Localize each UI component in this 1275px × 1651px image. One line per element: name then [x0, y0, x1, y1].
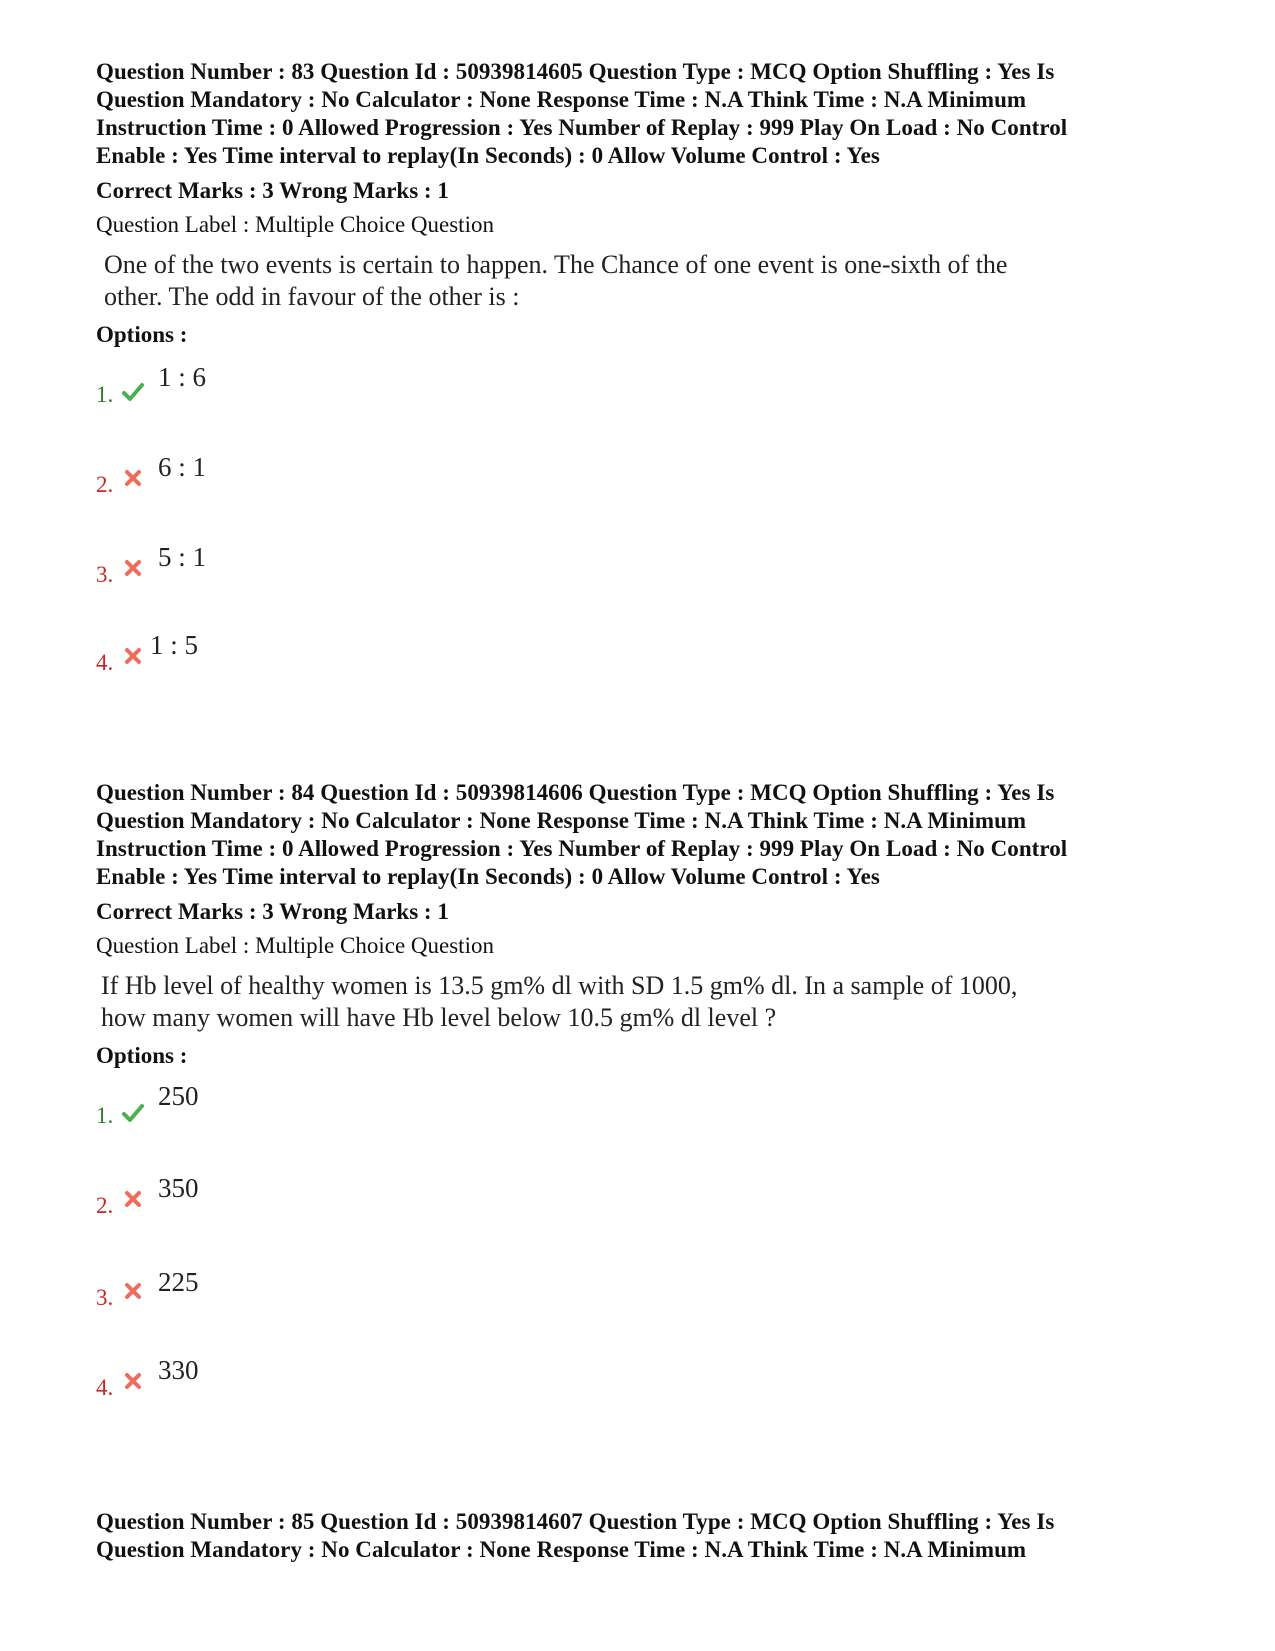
- question-label: Question Label : Multiple Choice Question: [96, 212, 494, 237]
- meta-line: Question Mandatory : No Calculator : None Response Time : N.A Think Time : N.A Minimum: [96, 808, 1027, 833]
- question-text-line: One of the two events is certain to happen. The Chance of one event is one-sixth of the: [104, 250, 1008, 279]
- meta-line: Question Number : 85 Question Id : 50939814607 Question Type : MCQ Option Shuffling : Yes Is: [96, 1509, 1055, 1534]
- meta-line: Instruction Time : 0 Allowed Progression : Yes Number of Replay : 999 Play On Load : No Control: [96, 115, 1068, 140]
- option-item: [96, 353, 1186, 447]
- meta-line: Question Mandatory : No Calculator : None Response Time : N.A Think Time : N.A Minimum: [96, 1537, 1027, 1562]
- cross-icon: [124, 469, 142, 487]
- question-meta: [96, 1508, 1186, 1564]
- option-number: 4.: [96, 1375, 114, 1400]
- option-item: [96, 1168, 1186, 1262]
- question-marks: Correct Marks : 3 Wrong Marks : 1: [96, 899, 449, 924]
- question-block-84: [96, 779, 1186, 1450]
- question-meta: [96, 779, 1186, 891]
- question-block-83: [96, 58, 1186, 729]
- option-number: 2.: [96, 472, 114, 497]
- options-list: [96, 353, 1186, 729]
- option-value: 1 : 5: [150, 630, 199, 660]
- option-number: 4.: [96, 650, 114, 675]
- option-item: [96, 1356, 1186, 1450]
- check-icon: [122, 1102, 144, 1124]
- option-number: 2.: [96, 1193, 114, 1218]
- option-value: 250: [158, 1081, 199, 1111]
- option-value: 225: [158, 1267, 199, 1297]
- option-item: [96, 630, 1186, 729]
- option-item: [96, 1074, 1186, 1168]
- meta-line: Instruction Time : 0 Allowed Progression : Yes Number of Replay : 999 Play On Load : No Control: [96, 836, 1068, 861]
- option-item: [96, 447, 1186, 541]
- question-meta: [96, 58, 1186, 170]
- meta-line: Question Number : 83 Question Id : 50939814605 Question Type : MCQ Option Shuffling : Yes Is: [96, 59, 1055, 84]
- option-number: 1.: [96, 382, 114, 407]
- option-value: 1 : 6: [158, 362, 207, 392]
- option-value: 330: [158, 1355, 199, 1385]
- option-number: 1.: [96, 1103, 114, 1128]
- meta-line: Enable : Yes Time interval to replay(In Seconds) : 0 Allow Volume Control : Yes: [96, 864, 880, 889]
- question-text-line: other. The odd in favour of the other is :: [104, 282, 520, 311]
- cross-icon: [124, 559, 142, 577]
- meta-line: Question Mandatory : No Calculator : None Response Time : N.A Think Time : N.A Minimum: [96, 87, 1027, 112]
- question-text: [96, 970, 1186, 1034]
- question-text-line: If Hb level of healthy women is 13.5 gm% dl with SD 1.5 gm% dl. In a sample of 1000,: [101, 971, 1018, 1000]
- option-value: 5 : 1: [158, 542, 207, 572]
- options-title: Options :: [96, 1043, 188, 1068]
- question-block-85: [96, 1508, 1186, 1564]
- question-label: Question Label : Multiple Choice Question: [96, 933, 494, 958]
- question-text: [96, 249, 1186, 313]
- meta-line: Question Number : 84 Question Id : 50939814606 Question Type : MCQ Option Shuffling : Yes Is: [96, 780, 1055, 805]
- option-value: 6 : 1: [158, 452, 207, 482]
- option-value: 350: [158, 1173, 199, 1203]
- option-item: [96, 1262, 1186, 1356]
- question-text-line: how many women will have Hb level below 10.5 gm% dl level ?: [101, 1003, 777, 1032]
- option-number: 3.: [96, 1285, 114, 1310]
- option-item: [96, 541, 1186, 635]
- check-icon: [122, 381, 144, 403]
- options-title: Options :: [96, 322, 188, 347]
- meta-line: Enable : Yes Time interval to replay(In Seconds) : 0 Allow Volume Control : Yes: [96, 143, 880, 168]
- cross-icon: [124, 1372, 142, 1390]
- question-marks: Correct Marks : 3 Wrong Marks : 1: [96, 178, 449, 203]
- option-number: 3.: [96, 562, 114, 587]
- cross-icon: [124, 647, 142, 665]
- cross-icon: [124, 1190, 142, 1208]
- cross-icon: [124, 1282, 142, 1300]
- options-list: [96, 1074, 1186, 1450]
